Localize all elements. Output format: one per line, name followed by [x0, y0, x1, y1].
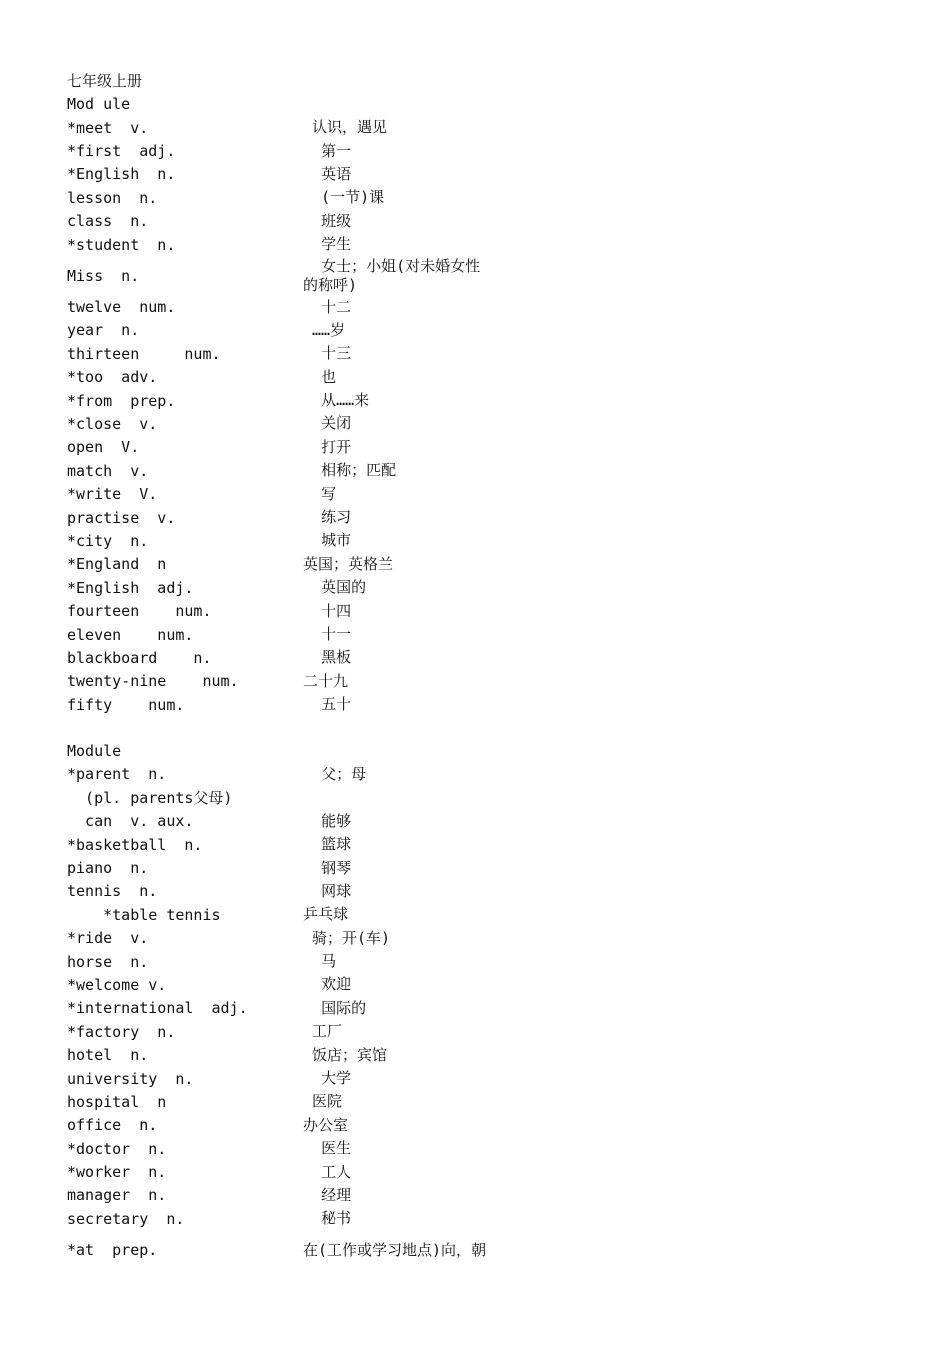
vocab-english: *factory n.	[67, 1022, 176, 1041]
vocab-chinese: 也	[303, 367, 337, 386]
vocab-row	[67, 412, 887, 435]
vocab-row	[67, 366, 887, 389]
vocab-row	[67, 1090, 887, 1113]
vocab-row	[67, 1020, 887, 1043]
vocab-row	[67, 389, 887, 412]
vocab-chinese: 医院	[303, 1092, 343, 1111]
vocab-english: open V.	[67, 438, 140, 457]
vocab-row	[67, 1160, 887, 1183]
vocab-english: *first adj.	[67, 142, 176, 161]
vocab-chinese: 十一	[303, 625, 352, 643]
vocabulary-document	[67, 70, 887, 1270]
vocab-english: practise v.	[67, 508, 176, 527]
vocab-chinese: 经理	[303, 1185, 352, 1204]
vocab-chinese: 英国；英格兰	[303, 554, 394, 573]
vocab-chinese: 钢琴	[303, 858, 352, 877]
vocab-english: university n.	[67, 1069, 194, 1088]
vocab-english: *welcome v.	[67, 975, 167, 994]
vocab-row	[67, 163, 887, 186]
module-section	[67, 93, 887, 716]
vocab-row	[67, 950, 887, 973]
vocab-row	[67, 553, 887, 576]
vocab-chinese: 饭店；宾馆	[303, 1045, 388, 1064]
vocab-english: *English n.	[67, 165, 176, 184]
vocab-english: *student n.	[67, 235, 176, 254]
vocab-english: *international adj.	[67, 999, 248, 1018]
vocab-english: twenty-nine num.	[67, 672, 239, 691]
vocab-chinese: 父；母	[303, 764, 367, 783]
vocab-chinese: 相称；匹配	[303, 461, 397, 480]
module-title: Module	[67, 741, 122, 760]
vocab-row	[67, 763, 887, 786]
vocab-english: manager n.	[67, 1186, 167, 1205]
vocab-chinese: 在(工作或学习地点)向，朝	[303, 1240, 487, 1259]
vocab-row	[67, 599, 887, 622]
vocab-english: blackboard n.	[67, 648, 212, 667]
vocab-chinese: 办公室	[303, 1115, 349, 1134]
vocab-english: piano n.	[67, 859, 149, 878]
vocab-row	[67, 529, 887, 552]
vocab-chinese: 医生	[303, 1139, 352, 1158]
vocab-row	[67, 1184, 887, 1207]
vocab-chinese: 练习	[303, 508, 352, 527]
vocab-row	[67, 880, 887, 903]
vocab-english: can v. aux.	[67, 812, 194, 831]
vocab-row	[67, 506, 887, 529]
vocab-row	[67, 997, 887, 1020]
vocab-row	[67, 139, 887, 162]
vocab-chinese: 五十	[303, 695, 352, 714]
vocab-chinese: 女士；小姐(对未婚女性的称呼)	[303, 256, 481, 294]
vocab-row	[67, 116, 887, 139]
vocab-row	[67, 210, 887, 233]
vocab-row	[67, 233, 887, 256]
vocab-english: horse n.	[67, 952, 149, 971]
vocab-row	[67, 342, 887, 365]
vocab-row	[67, 482, 887, 505]
vocab-row	[67, 295, 887, 318]
vocab-row	[67, 1067, 887, 1090]
module-spacer	[67, 716, 887, 739]
vocab-chinese: 骑；开(车)	[303, 928, 391, 947]
vocab-chinese: 黑板	[303, 648, 352, 667]
vocab-english: eleven num.	[67, 625, 194, 644]
vocab-english: *parent n.	[67, 765, 167, 784]
vocab-row	[67, 1043, 887, 1066]
vocab-english: hospital n	[67, 1092, 167, 1111]
vocab-chinese: 英国的	[303, 578, 367, 597]
vocab-english: *write V.	[67, 485, 158, 504]
vocab-chinese: 班级	[303, 211, 352, 230]
vocab-row	[67, 576, 887, 599]
vocab-chinese: 写	[303, 484, 337, 503]
vocab-chinese: 十三	[303, 344, 352, 363]
vocab-english: Miss n.	[67, 266, 140, 285]
vocab-chinese: 学生	[303, 235, 352, 254]
vocab-row	[67, 670, 887, 693]
vocab-english: *table tennis	[67, 905, 221, 924]
vocab-english: *England n	[67, 555, 167, 574]
vocab-row	[67, 810, 887, 833]
vocab-chinese: 能够	[303, 811, 352, 830]
vocab-row	[67, 646, 887, 669]
vocab-chinese: (一节)课	[303, 188, 385, 207]
vocab-chinese: 第一	[303, 141, 352, 160]
vocab-english: tennis n.	[67, 882, 158, 901]
vocab-chinese: 篮球	[303, 835, 352, 854]
vocab-english: twelve num.	[67, 298, 176, 317]
vocab-english: (pl. parents父母)	[67, 789, 233, 808]
vocab-row	[67, 833, 887, 856]
vocab-chinese: 二十九	[303, 671, 349, 690]
vocab-row	[67, 1137, 887, 1160]
vocab-chinese: ……岁	[303, 320, 346, 339]
module-list	[67, 93, 887, 1270]
vocab-english: *city n.	[67, 531, 149, 550]
vocab-row	[67, 903, 887, 926]
vocab-english: thirteen num.	[67, 344, 221, 363]
vocab-row	[67, 319, 887, 342]
vocab-english: year n.	[67, 321, 140, 340]
vocab-chinese: 马	[303, 952, 337, 971]
vocab-row	[67, 1114, 887, 1137]
vocab-chinese: 工人	[303, 1162, 352, 1181]
vocab-english: secretary n.	[67, 1209, 185, 1228]
vocab-english: *ride v.	[67, 929, 149, 948]
vocab-chinese: 打开	[303, 437, 352, 456]
vocab-english: fourteen num.	[67, 602, 212, 621]
vocab-english: *too adv.	[67, 368, 158, 387]
vocab-english: *basketball n.	[67, 835, 203, 854]
vocab-row	[67, 256, 887, 295]
vocab-chinese: 网球	[303, 881, 352, 900]
vocab-english: lesson n.	[67, 188, 158, 207]
document-title: 七年级上册	[67, 72, 143, 90]
vocab-chinese: 英语	[303, 164, 352, 183]
vocab-chinese: 乒乓球	[303, 905, 349, 924]
vocab-chinese: 关闭	[303, 414, 352, 433]
vocab-chinese: 工厂	[303, 1022, 343, 1041]
vocab-english: *close v.	[67, 414, 158, 433]
vocab-row	[67, 927, 887, 950]
vocab-chinese: 秘书	[303, 1209, 352, 1228]
vocab-chinese: 大学	[303, 1069, 352, 1088]
vocab-english: *worker n.	[67, 1163, 167, 1182]
vocab-chinese: 从……来	[303, 391, 370, 410]
vocab-row	[67, 856, 887, 879]
vocab-row	[67, 1231, 887, 1270]
vocab-english: *at prep.	[67, 1241, 158, 1260]
vocab-row	[67, 459, 887, 482]
vocab-chinese: 欢迎	[303, 975, 352, 994]
vocab-row	[67, 623, 887, 646]
vocab-chinese: 城市	[303, 531, 352, 550]
vocab-row	[67, 186, 887, 209]
vocab-english: match v.	[67, 461, 149, 480]
vocab-chinese: 十四	[303, 601, 352, 620]
module-section	[67, 740, 887, 1270]
vocab-row	[67, 693, 887, 716]
vocab-english: *English adj.	[67, 578, 194, 597]
vocab-row	[67, 973, 887, 996]
vocab-english: hotel n.	[67, 1046, 149, 1065]
vocab-row	[67, 786, 887, 809]
vocab-english: *doctor n.	[67, 1139, 167, 1158]
vocab-english: fifty num.	[67, 695, 185, 714]
vocab-english: *from prep.	[67, 391, 176, 410]
vocab-english: office n.	[67, 1116, 158, 1135]
module-title: Mod ule	[67, 95, 131, 113]
vocab-english: *meet v.	[67, 118, 149, 137]
vocab-chinese: 十二	[303, 297, 352, 316]
vocab-row	[67, 436, 887, 459]
vocab-chinese: 国际的	[303, 998, 367, 1017]
vocab-chinese: 认识，遇见	[303, 118, 388, 137]
vocab-row	[67, 1207, 887, 1230]
vocab-english: class n.	[67, 212, 149, 231]
